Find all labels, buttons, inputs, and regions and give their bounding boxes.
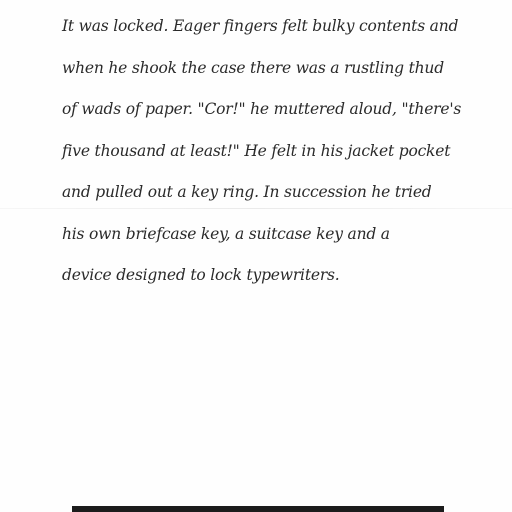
bottom-border-bar <box>72 506 444 512</box>
text-line: It was locked. Eager fingers felt bulky contents and <box>62 17 459 35</box>
text-line: device designed to lock typewriters. <box>62 266 340 284</box>
text-line: five thousand at least!" He felt in his jacket pocket <box>62 141 451 160</box>
text-line: of wads of paper. "Cor!" he muttered aloud, "there's <box>62 100 462 118</box>
text-line: and pulled out a key ring. In succession he tried <box>62 183 432 201</box>
handwritten-text-block <box>62 6 462 297</box>
text-line: when he shook the case there was a rustling thud <box>62 58 444 77</box>
text-line: his own briefcase key, a suitcase key and a <box>62 224 390 243</box>
